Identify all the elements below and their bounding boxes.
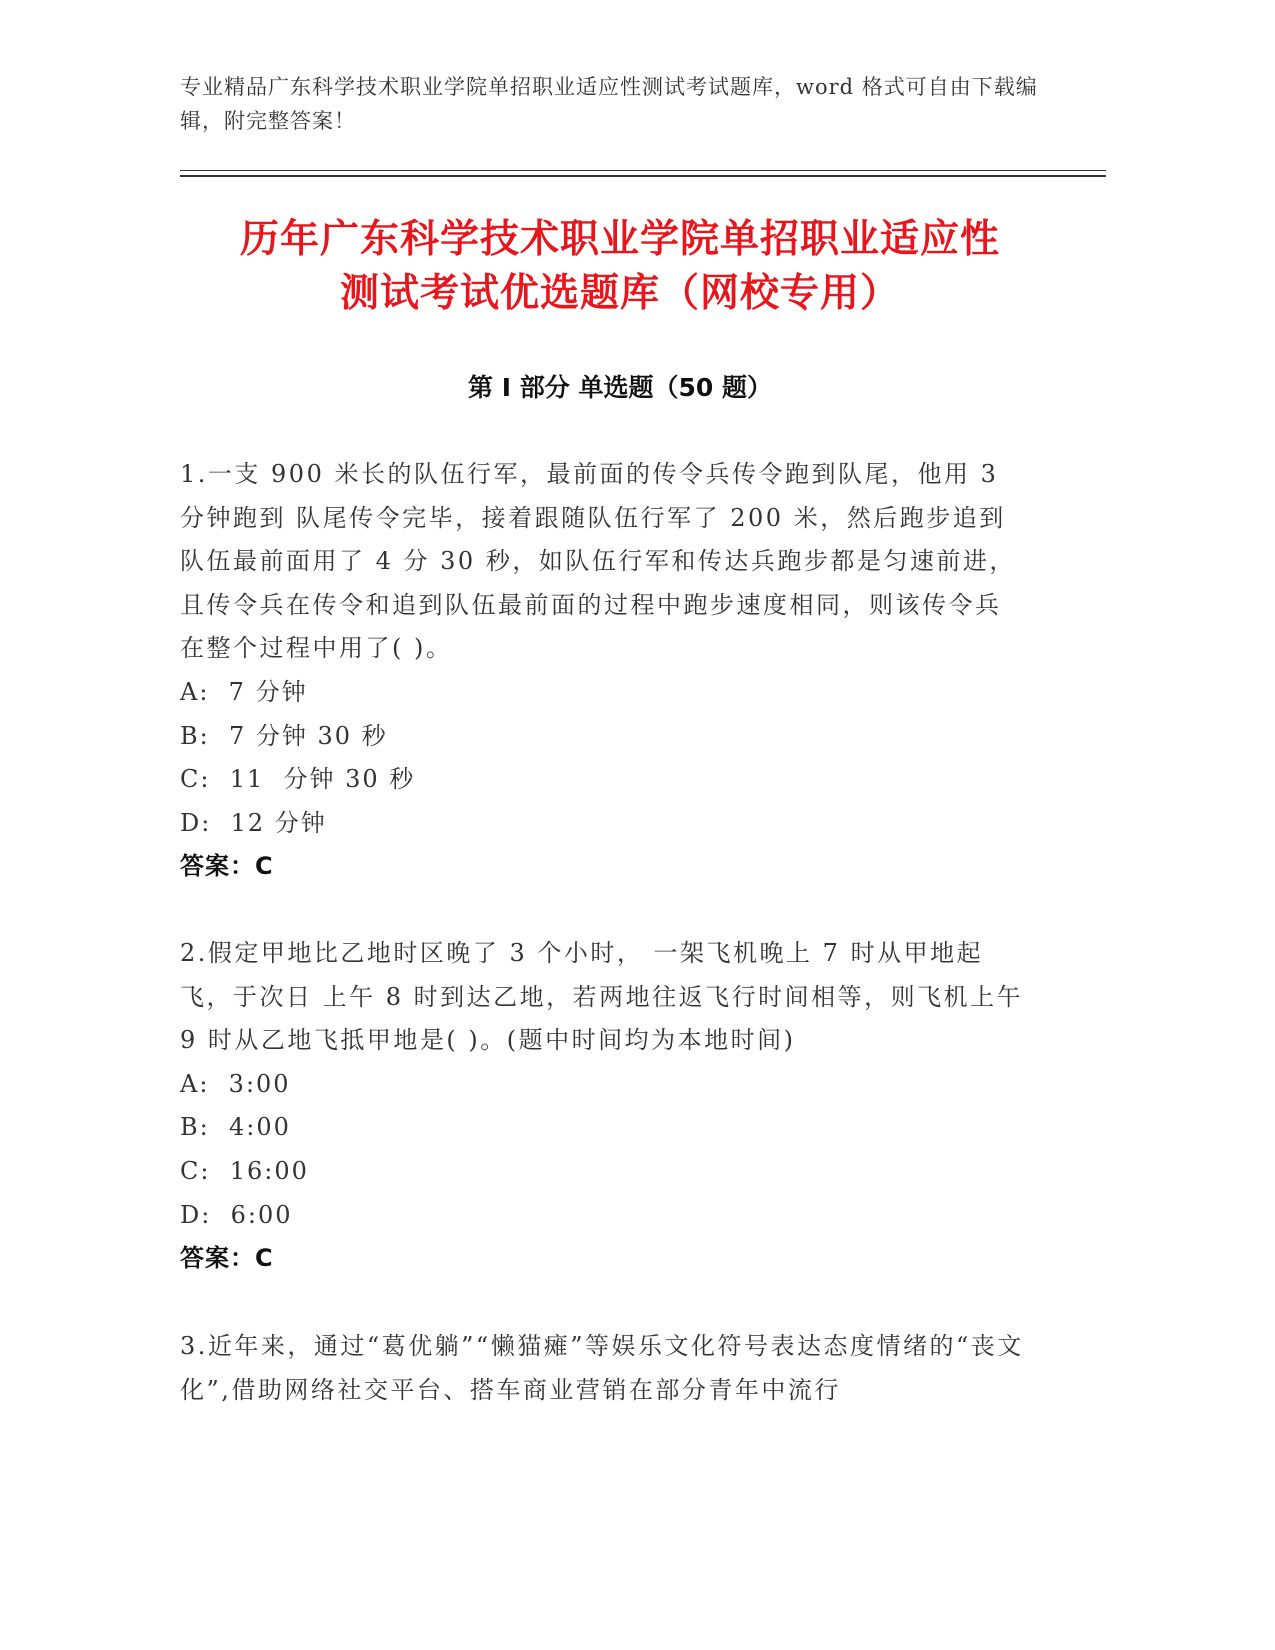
question-text: 2.假定甲地比乙地时区晚了 3 个小时， 一架飞机晚上 7 时从甲地起飞，于次日 上午 8 时到达乙地，若两地往返飞行时间相等，则飞机上午 9 时从乙地飞抵甲地是( )。(题中时间均为本地时间) <box>180 939 1024 1055</box>
section-title: 第 I 部分 单选题（50 题） <box>468 373 772 402</box>
option-b: B: 7 分钟 30 秒 <box>180 721 388 750</box>
option-c: C: 11 分钟 30 秒 <box>180 765 416 794</box>
answer: 答案：C <box>180 1244 274 1273</box>
question-1 <box>180 453 1025 889</box>
question-text: 1.一支 900 米长的队伍行军，最前面的传令兵传令跑到队尾，他用 3 分钟跑到 队尾传令完毕，接着跟随队伍行军了 200 米，然后跑步追到队伍最前面用了 4 分 30 秒，如队伍行军和传达兵跑步都是匀速前进，且传令兵在传令和追到队伍最前面的过程中跑步速度相同，则该传令兵在整个过程中用了( )。 <box>180 460 1016 663</box>
question-3 <box>180 1325 1025 1412</box>
header-divider-thin <box>180 170 1106 171</box>
page-title-line-2: 测试考试优选题库（网校专用） <box>339 271 900 316</box>
header-divider-thick <box>180 175 1106 177</box>
option-a: A: 3:00 <box>180 1069 291 1098</box>
option-d: D: 12 分钟 <box>180 808 327 837</box>
question-2 <box>180 932 1025 1281</box>
question-text: 3.近年来，通过“葛优躺”“懒猫瘫”等娱乐文化符号表达态度情绪的“丧文 化”,借助网络社交平台、搭车商业营销在部分青年中流行 <box>180 1332 1024 1404</box>
answer: 答案：C <box>180 852 274 881</box>
option-a: A: 7 分钟 <box>180 677 308 706</box>
option-b: B: 4:00 <box>180 1113 291 1142</box>
option-d: D: 6:00 <box>180 1200 293 1229</box>
page-title-line-1: 历年广东科学技术职业学院单招职业适应性 <box>239 217 1000 262</box>
header-note: 专业精品广东科学技术职业学院单招职业适应性测试考试题库，word 格式可自由下载编辑，附完整答案！ <box>180 75 1038 133</box>
option-c: C: 16:00 <box>180 1156 309 1185</box>
page-title <box>180 213 1060 321</box>
